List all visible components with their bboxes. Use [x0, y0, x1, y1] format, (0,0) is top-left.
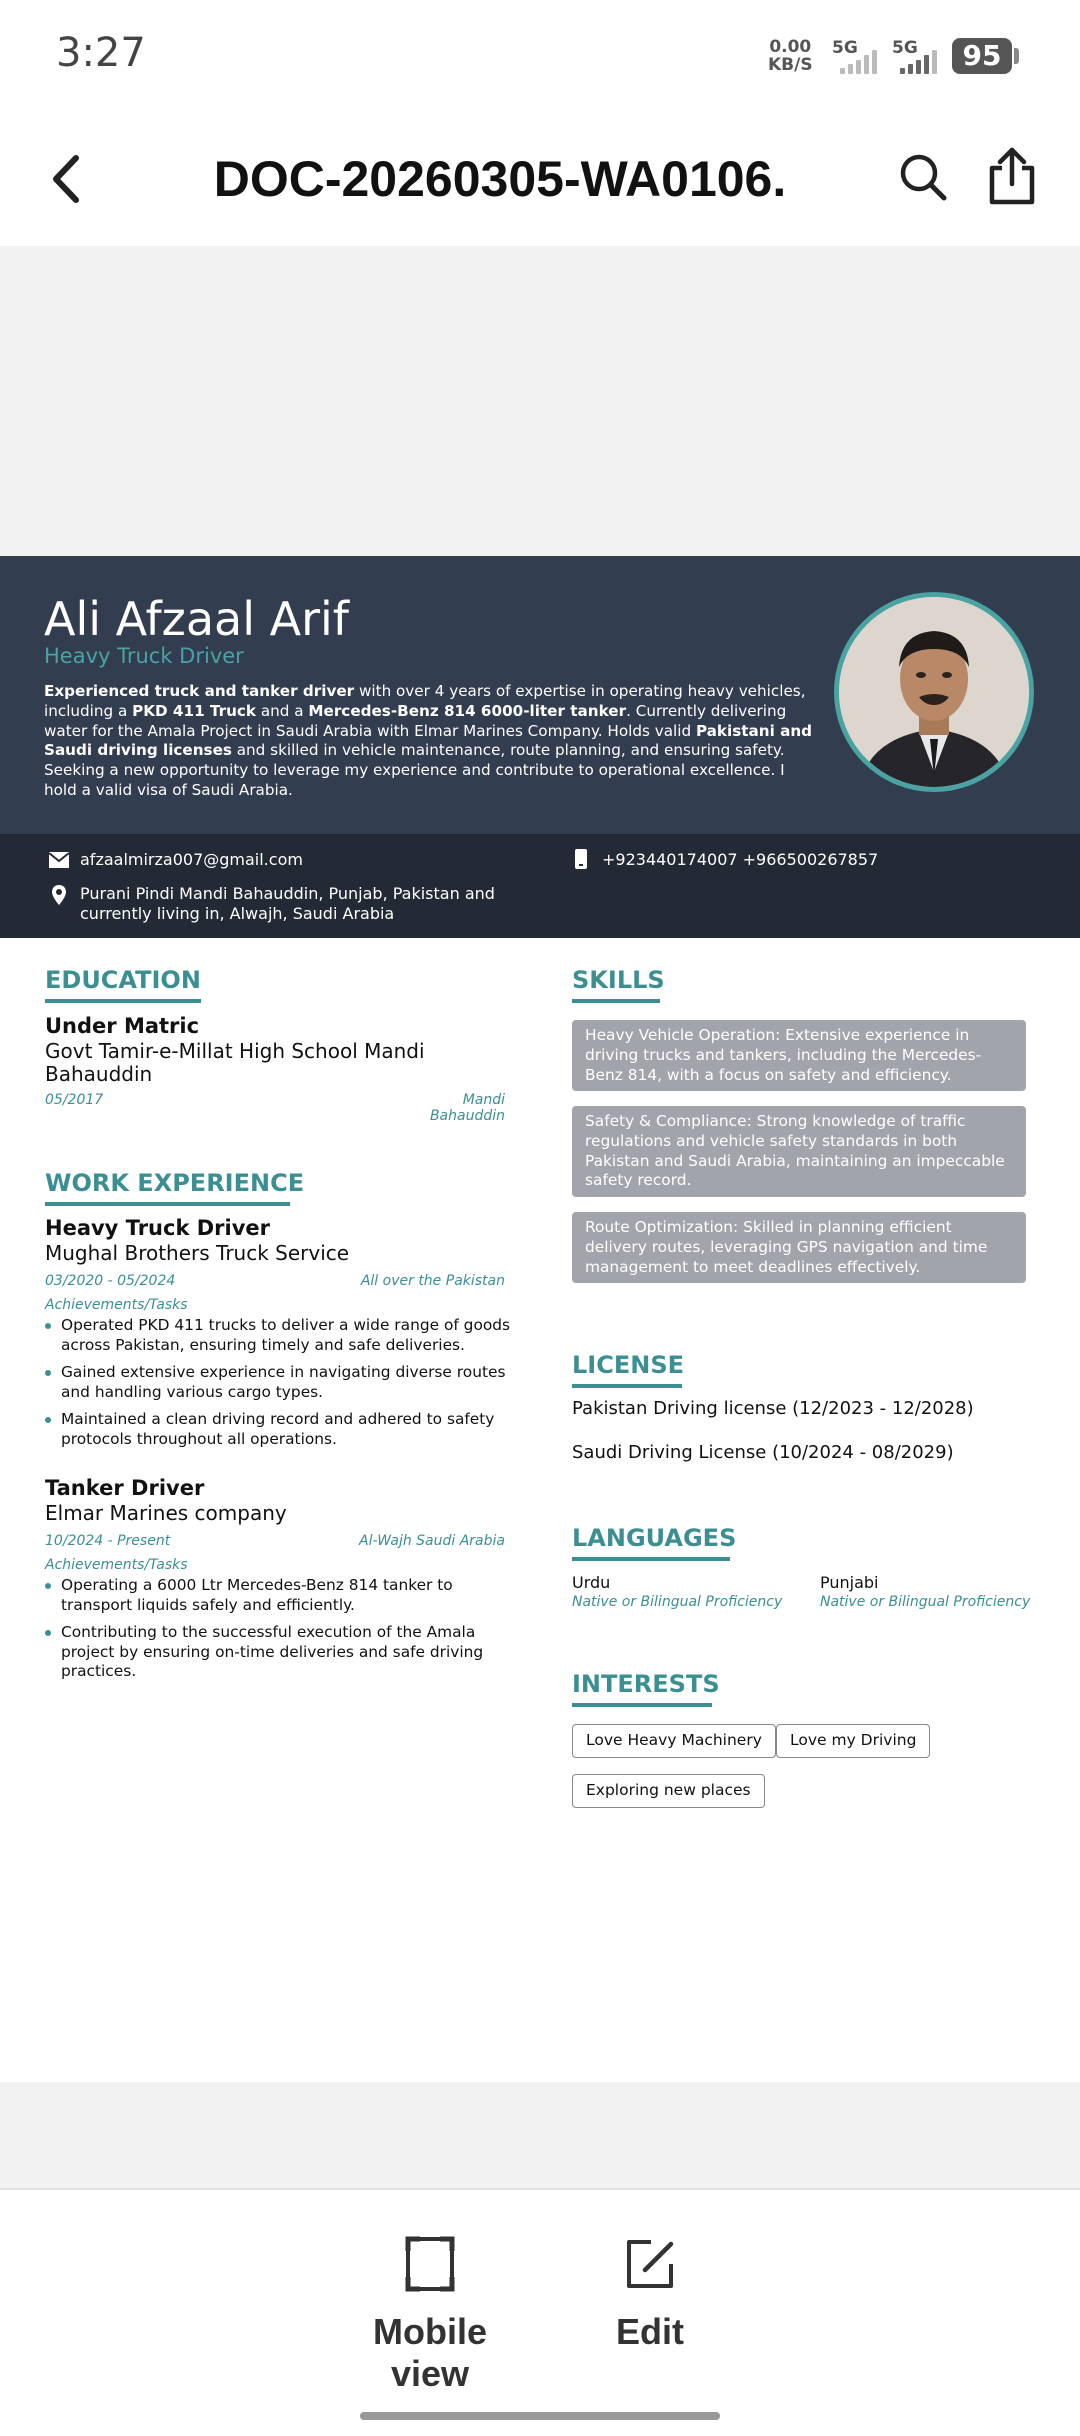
language-level: Native or Bilingual Proficiency — [572, 1594, 783, 1610]
share-button[interactable] — [984, 144, 1040, 208]
share-icon — [984, 144, 1040, 208]
license-item: Saudi Driving License (10/2024 - 08/2029) — [572, 1442, 954, 1463]
job-bullets — [45, 1316, 515, 1457]
education-degree: Under Matric — [45, 1014, 200, 1038]
list-item: Operating a 6000 Ltr Mercedes-Benz 814 tanker to transport liquids safely and efficiently. — [45, 1576, 515, 1615]
email-icon — [48, 851, 70, 869]
list-item: Maintained a clean driving record and adhered to safety protocols throughout all operations. — [45, 1410, 515, 1449]
interest-tag: Love my Driving — [776, 1724, 930, 1758]
education-title: EDUCATION — [45, 966, 201, 994]
job-dates: 10/2024 - Present — [45, 1533, 171, 1549]
viewer-background — [0, 2082, 1080, 2188]
language-level: Native or Bilingual Proficiency — [820, 1594, 1031, 1610]
edit-icon — [623, 2236, 677, 2292]
battery-tip — [1014, 48, 1019, 64]
search-button[interactable] — [896, 150, 952, 206]
language-name: Urdu — [572, 1573, 611, 1592]
status-bar — [0, 0, 1080, 110]
resume-header — [0, 556, 1080, 834]
contact-address: Purani Pindi Mandi Bahauddin, Punjab, Pakistan and currently living in, Alwajh, Saudi Arabia — [80, 884, 495, 923]
license-title: LICENSE — [572, 1351, 684, 1379]
skill-item: Heavy Vehicle Operation: Extensive experience in driving trucks and tankers, including the Mercedes-Benz 814, with a focus on safety and efficiency. — [572, 1020, 1026, 1091]
job-dates: 03/2020 - 05/2024 — [45, 1273, 176, 1289]
signal-icon-sim1: 5G — [832, 38, 882, 74]
profile-photo — [834, 592, 1034, 792]
job-title: Heavy Truck Driver — [45, 1216, 271, 1240]
summary-text: Experienced truck and tanker driver with over 4 years of expertise in operating heavy vehicles, including a PKD 411 Truck and a Mercedes-Benz 814 6000-liter tanker. Currently delivering water for the Amala Project in Saudi Arabia with Elmar Marines Company. Holds valid Pakistani and Saudi driving licenses and skilled in vehicle maintenance, route planning, and ensuring safety. Seeking a new opportunity to leverage my experience and contribute to operational excellence. I hold a valid visa of Saudi Arabia. — [44, 682, 813, 799]
back-arrow-icon — [42, 146, 92, 212]
list-item: Gained extensive experience in navigating diverse routes and handling various cargo types. — [45, 1363, 515, 1402]
app-bar — [0, 110, 1080, 246]
phone-icon — [574, 848, 588, 870]
viewer-background — [0, 246, 1080, 556]
location-pin-icon — [51, 884, 67, 906]
skill-item: Route Optimization: Skilled in planning efficient delivery routes, leveraging GPS navigation and time management to meet deadlines effectively. — [572, 1212, 1026, 1283]
language-name: Punjabi — [820, 1573, 879, 1592]
license-item: Pakistan Driving license (12/2023 - 12/2028) — [572, 1398, 974, 1419]
education-school: Govt Tamir-e-Millat High School Mandi Bahauddin — [45, 1039, 425, 1086]
languages-title: LANGUAGES — [572, 1524, 736, 1552]
mobile-view-icon — [405, 2236, 455, 2292]
contact-phone[interactable]: +923440174007 +966500267857 — [602, 850, 879, 869]
job-company: Mughal Brothers Truck Service — [45, 1241, 350, 1265]
skills-title: SKILLS — [572, 966, 665, 994]
signal-icon-sim2: 5G — [892, 38, 942, 74]
contact-strip — [0, 834, 1080, 938]
interest-tag: Love Heavy Machinery — [572, 1724, 776, 1758]
mobile-view-button[interactable]: Mobile view — [330, 2236, 530, 2395]
status-time: 3:27 — [56, 30, 146, 76]
job-bullets — [45, 1576, 515, 1690]
skill-item: Safety & Compliance: Strong knowledge of traffic regulations and vehicle safety standards in both Pakistan and Saudi Arabia, maintaining an impeccable safety record. — [572, 1106, 1026, 1197]
divider — [0, 2188, 1080, 2190]
job-company: Elmar Marines company — [45, 1501, 287, 1525]
network-speed: 0.00 KB/S — [768, 37, 813, 75]
back-button[interactable] — [42, 146, 92, 212]
tasks-label: Achievements/Tasks — [45, 1557, 188, 1573]
job-location: All over the Pakistan — [360, 1273, 505, 1289]
portrait-image — [839, 597, 1029, 787]
list-item: Operated PKD 411 trucks to deliver a wide range of goods across Pakistan, ensuring timely and safe deliveries. — [45, 1316, 515, 1355]
job-title: Tanker Driver — [45, 1476, 205, 1500]
home-indicator[interactable] — [360, 2412, 720, 2420]
work-experience-title: WORK EXPERIENCE — [45, 1169, 304, 1197]
interests-title: INTERESTS — [572, 1670, 720, 1698]
education-location: Mandi Bahauddin — [429, 1092, 505, 1124]
education-date: 05/2017 — [45, 1092, 104, 1108]
candidate-role: Heavy Truck Driver — [44, 644, 244, 668]
candidate-name: Ali Afzaal Arif — [44, 592, 349, 646]
contact-email[interactable]: afzaalmirza007@gmail.com — [80, 850, 303, 869]
job-location: Al-Wajh Saudi Arabia — [359, 1533, 505, 1549]
search-icon — [896, 150, 952, 206]
interest-tag: Exploring new places — [572, 1774, 765, 1808]
document-title: DOC-20260305-WA0106. — [213, 151, 787, 207]
list-item: Contributing to the successful execution of the Amala project by ensuring on-time deliveries and safe driving practices. — [45, 1623, 515, 1682]
tasks-label: Achievements/Tasks — [45, 1297, 188, 1313]
edit-button[interactable]: Edit — [590, 2236, 710, 2353]
battery-icon: 95 — [952, 38, 1012, 74]
